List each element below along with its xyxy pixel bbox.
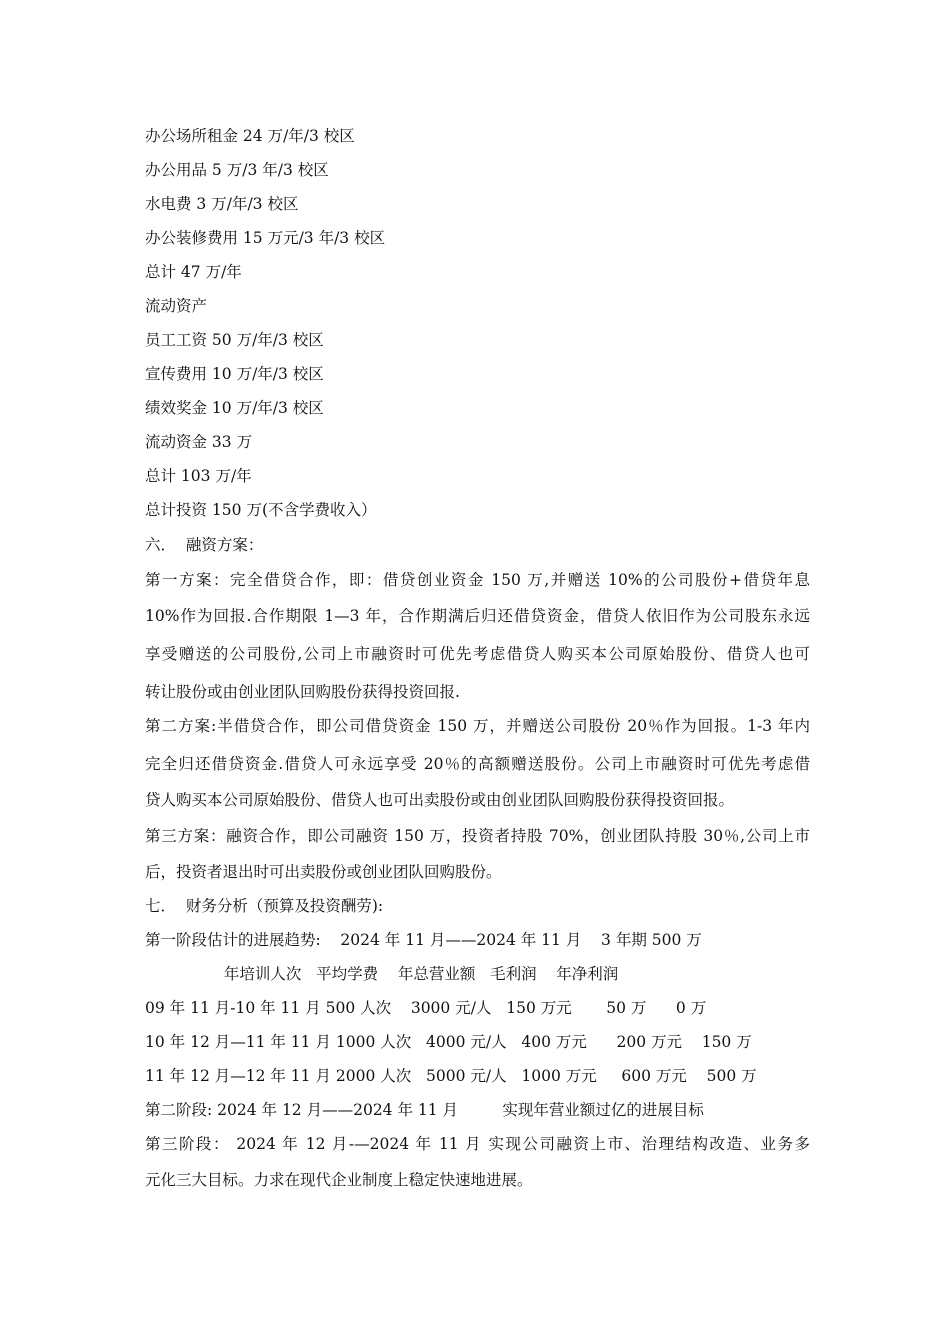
- table-row: 09 年 11 月-10 年 11 月 500 人次 3000 元/人 150 万元 50 万 0 万: [145, 999, 707, 1017]
- text-line: 第三方案：融资合作，即公司融资 150 万，投资者持股 70%，创业团队持股 30％,公司上市: [145, 827, 810, 845]
- table-row: 11 年 12 月—12 年 11 月 2000 人次 5000 元/人 1000 万元 600 万元 500 万: [145, 1067, 757, 1085]
- text-line: 享受赠送的公司股份,公司上市融资时可优先考虑借贷人购买本公司原始股份、借贷人也可: [145, 645, 810, 663]
- text-line: 流动资产: [145, 297, 208, 315]
- text-line: 第二阶段: 2024 年 12 月——2024 年 11 月 实现年营业额过亿的进展目标: [145, 1101, 704, 1119]
- text-line: 完全归还借贷资金.借贷人可永远享受 20％的高额赠送股份。公司上市融资时可优先考虑借: [145, 755, 810, 773]
- section-heading: 七． 财务分析（预算及投资酬劳):: [145, 897, 384, 915]
- text-line: 转让股份或由创业团队回购股份获得投资回报.: [145, 683, 460, 701]
- text-line: 总计 47 万/年: [145, 263, 242, 281]
- text-line: 元化三大目标。力求在现代企业制度上稳定快速地进展。: [145, 1171, 533, 1189]
- text-line: 第三阶段： 2024 年 12 月-—2024 年 11 月 实现公司融资上市、治理结构改造、业务多: [145, 1135, 810, 1153]
- text-line: 绩效奖金 10 万/年/3 校区: [145, 399, 324, 417]
- text-line: 10%作为回报.合作期限 1—3 年，合作期满后归还借贷资金，借贷人依旧作为公司股东永远: [145, 607, 810, 625]
- text-line: 第一方案：完全借贷合作，即：借贷创业资金 150 万,并赠送 10%的公司股份+借贷年息: [145, 571, 810, 589]
- text-line: 总计 103 万/年: [145, 467, 252, 485]
- text-line: 办公装修费用 15 万元/3 年/3 校区: [145, 229, 386, 247]
- table-header: 年培训人次 平均学费 年总营业额 毛利润 年净利润: [145, 965, 619, 983]
- text-line: 水电费 3 万/年/3 校区: [145, 195, 299, 213]
- text-line: 贷人购买本公司原始股份、借贷人也可出卖股份或由创业团队回购股份获得投资回报。: [145, 791, 735, 809]
- text-line: 后，投资者退出时可出卖股份或创业团队回购股份。: [145, 863, 502, 881]
- section-heading: 六． 融资方案：: [145, 536, 264, 554]
- text-line: 总计投资 150 万(不含学费收入）: [145, 501, 377, 519]
- text-line: 第二方案:半借贷合作，即公司借贷资金 150 万，并赠送公司股份 20％作为回报。1-3 年内: [145, 717, 810, 735]
- text-line: 流动资金 33 万: [145, 433, 253, 451]
- table-row: 10 年 12 月—11 年 11 月 1000 人次 4000 元/人 400 万元 200 万元 150 万: [145, 1033, 752, 1051]
- text-line: 办公用品 5 万/3 年/3 校区: [145, 161, 329, 179]
- text-line: 员工工资 50 万/年/3 校区: [145, 331, 324, 349]
- text-line: 办公场所租金 24 万/年/3 校区: [145, 127, 355, 145]
- text-line: 宣传费用 10 万/年/3 校区: [145, 365, 324, 383]
- text-line: 第一阶段估计的进展趋势: 2024 年 11 月——2024 年 11 月 3 年期 500 万: [145, 931, 702, 949]
